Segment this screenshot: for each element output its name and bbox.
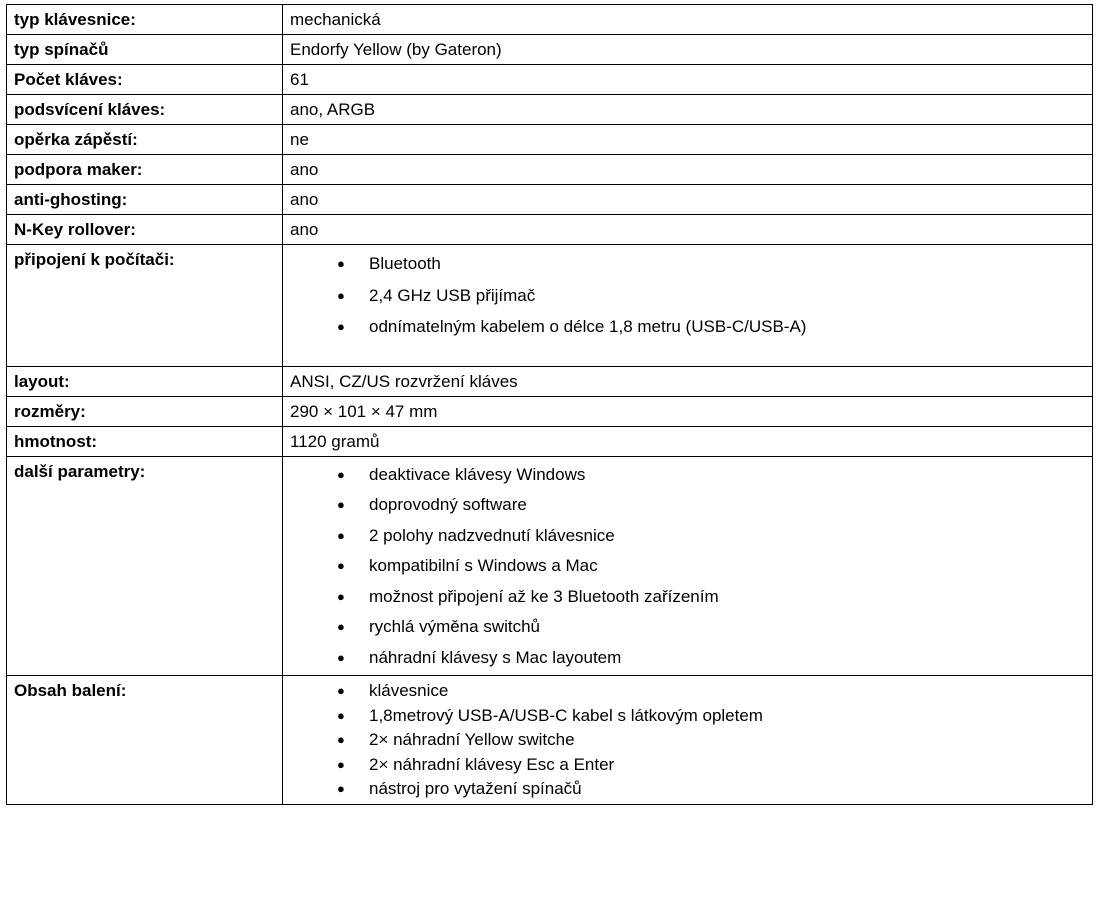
- row-label: layout:: [7, 366, 283, 396]
- row-value: mechanická: [283, 5, 1093, 35]
- row-label: připojení k počítači:: [7, 245, 283, 367]
- list-item: ● 2× náhradní klávesy Esc a Enter: [290, 753, 1084, 778]
- params-list: [290, 460, 1084, 674]
- row-label: Obsah balení:: [7, 676, 283, 805]
- row-value: ano, ARGB: [283, 95, 1093, 125]
- row-label: typ klávesnice:: [7, 5, 283, 35]
- row-label: N-Key rollover:: [7, 215, 283, 245]
- row-value: ano: [283, 155, 1093, 185]
- row-value: 61: [283, 65, 1093, 95]
- table-row: [7, 95, 1093, 125]
- connection-list: [290, 248, 1084, 364]
- row-label: rozměry:: [7, 396, 283, 426]
- list-item: ● 2 polohy nadzvednutí klávesnice: [290, 521, 1084, 552]
- row-label: anti-ghosting:: [7, 185, 283, 215]
- list-item: ● odnímatelným kabelem o délce 1,8 metru (USB-C/USB-A): [290, 311, 1084, 343]
- table-row: [7, 5, 1093, 35]
- row-value: 1120 gramů: [283, 426, 1093, 456]
- list-item: ● rychlá výměna switchů: [290, 612, 1084, 643]
- row-label: další parametry:: [7, 456, 283, 676]
- list-item: ● Bluetooth: [290, 248, 1084, 280]
- table-row: [7, 65, 1093, 95]
- table-row-params: [7, 456, 1093, 676]
- row-label: podpora maker:: [7, 155, 283, 185]
- list-item: ● 1,8metrový USB-A/USB-C kabel s látkovým opletem: [290, 704, 1084, 729]
- table-row: [7, 185, 1093, 215]
- table-row: [7, 125, 1093, 155]
- table-row: [7, 426, 1093, 456]
- row-value: ANSI, CZ/US rozvržení kláves: [283, 366, 1093, 396]
- list-item: ● náhradní klávesy s Mac layoutem: [290, 643, 1084, 674]
- table-row: [7, 155, 1093, 185]
- row-label: opěrka zápěstí:: [7, 125, 283, 155]
- table-row: [7, 215, 1093, 245]
- row-value: 290 × 101 × 47 mm: [283, 396, 1093, 426]
- row-value: Endorfy Yellow (by Gateron): [283, 35, 1093, 65]
- list-item: ● kompatibilní s Windows a Mac: [290, 551, 1084, 582]
- table-row-connection: [7, 245, 1093, 367]
- row-value: ano: [283, 185, 1093, 215]
- list-item: ● klávesnice: [290, 679, 1084, 704]
- list-item: ● nástroj pro vytažení spínačů: [290, 777, 1084, 802]
- table-row: [7, 396, 1093, 426]
- row-label: podsvícení kláves:: [7, 95, 283, 125]
- row-value: ne: [283, 125, 1093, 155]
- table-row-package: [7, 676, 1093, 805]
- row-value-list: [283, 456, 1093, 676]
- table-row: [7, 35, 1093, 65]
- list-item: ● 2,4 GHz USB přijímač: [290, 280, 1084, 312]
- row-value-list: [283, 245, 1093, 367]
- list-item: ● možnost připojení až ke 3 Bluetooth zařízením: [290, 582, 1084, 613]
- package-list: [290, 679, 1084, 802]
- row-value-list: [283, 676, 1093, 805]
- list-item: ● deaktivace klávesy Windows: [290, 460, 1084, 491]
- list-item: ● doprovodný software: [290, 490, 1084, 521]
- row-label: Počet kláves:: [7, 65, 283, 95]
- spec-table: [6, 4, 1093, 805]
- row-label: hmotnost:: [7, 426, 283, 456]
- table-row: [7, 366, 1093, 396]
- row-value: ano: [283, 215, 1093, 245]
- row-label: typ spínačů: [7, 35, 283, 65]
- list-item: ● 2× náhradní Yellow switche: [290, 728, 1084, 753]
